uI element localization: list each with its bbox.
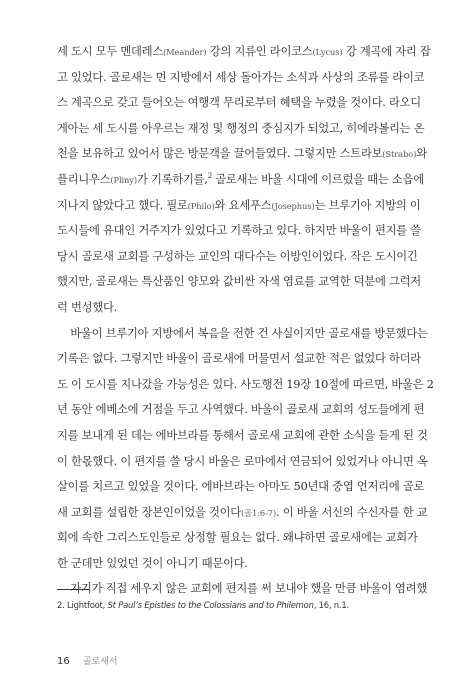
text-run: 스 계곡으로 갖고 들어오는 여행객 무리로부터 혜택을 누렸을 것이다. 라오디 xyxy=(57,96,421,110)
text-line xyxy=(57,449,428,475)
text-run: 회에 속한 그리스도인들로 상정할 필요는 없다. 왜냐하면 골로새에는 교회가 xyxy=(57,531,418,545)
text-line xyxy=(57,551,414,577)
text-line xyxy=(57,244,418,270)
parenthetical-original-term: (골1:6-7) xyxy=(240,507,277,518)
text-line xyxy=(57,321,428,347)
text-run: 바울이 브루기아 지방에서 복음을 전한 건 사실이지만 골로새를 방문했다는 xyxy=(57,326,428,340)
text-line xyxy=(57,500,428,526)
text-run: 럭 번성했다. xyxy=(57,300,117,314)
text-run: 지를 보내게 된 데는 에바브라를 통해서 골로새 교회에 관한 소식을 듣게 된 것 xyxy=(57,428,428,442)
parenthetical-original-term: (Meander) xyxy=(163,47,207,57)
text-run: 도시들에 유대인 거주지가 있었다고 기록하고 있다. 하지만 바울이 편지를 쓸 xyxy=(57,224,421,238)
text-run: 강 계곡에 자리 잡 xyxy=(342,45,431,58)
text-run: 자기가 직접 세우지 않은 교회에 편지를 써 보내야 했을 만큼 바울이 염려했 xyxy=(57,582,428,596)
text-run: 천을 보유하고 있어서 많은 방문객을 끌어들였다. 그렇지만 스트라보 xyxy=(57,147,383,161)
parenthetical-original-term: (Lycus) xyxy=(312,47,343,57)
text-run: 했지만, 골로새는 특산품인 양모와 값비싼 자색 염료를 교역한 덕분에 그럭저 xyxy=(57,275,421,289)
text-line xyxy=(57,346,421,372)
text-run: 도 이 도시를 지나갔을 가능성은 있다. 사도행전 19장 10절에 따르면, 바울은 2 xyxy=(57,377,434,391)
text-run: 는 브루기아 지방의 이 xyxy=(314,198,421,212)
footnote-prefix: 2. Lightfoot, xyxy=(57,600,108,610)
running-title: 골로새서 xyxy=(82,657,118,667)
text-run: 이 한몫했다. 이 편지를 쓸 당시 바울은 로마에서 연금되어 있었거나 아니면 옥 xyxy=(57,454,428,468)
text-run: 한 군데만 있었던 것이 아니기 때문이다. xyxy=(57,556,248,570)
text-run: 기록은 없다. 그렇지만 바울이 골로새에 머물면서 설교한 적은 없었다 하더라 xyxy=(57,352,421,366)
text-line xyxy=(57,269,421,295)
text-line xyxy=(57,423,428,449)
text-run: 새 교회를 설립한 장본인이었을 것이다 xyxy=(57,505,241,519)
text-run: 게아는 세 도시를 아우르는 재정 및 행정의 중심지가 되었고, 히에라볼리는 온 xyxy=(57,121,425,135)
page-number: 16 xyxy=(57,656,70,667)
text-run: 세 도시 모두 멘데레스 xyxy=(57,45,163,58)
text-line xyxy=(57,39,431,65)
text-line xyxy=(57,141,427,167)
text-run: 살이를 치르고 있었을 것이다. 에바브라는 아마도 50년대 중엽 언저리에 골로 xyxy=(57,480,425,494)
text-run: 년 동안 에베소에 거점을 두고 사역했다. 바울이 골로새 교회의 성도들에게 편 xyxy=(57,403,425,417)
text-run: 고 있었다. 골로새는 먼 지방에서 세상 돌아가는 소식과 사상의 조류를 라이코 xyxy=(57,70,425,84)
parenthetical-original-term: (Josephus) xyxy=(271,200,315,211)
text-line xyxy=(57,372,434,398)
footnote-suffix: , 16, n.1. xyxy=(313,600,349,610)
text-run: 와 요세푸스 xyxy=(214,198,272,212)
text-line xyxy=(57,576,428,602)
text-run: 지나지 않았다고 했다. 필로 xyxy=(57,198,188,212)
footnote-marker: 2 xyxy=(207,172,212,181)
parenthetical-original-term: (Pliny) xyxy=(110,174,138,185)
text-run: 당시 골로새 교회를 구성하는 교인의 대다수는 이방인이었다. 작은 도시이긴 xyxy=(57,249,418,263)
parenthetical-original-term: (Philo) xyxy=(187,200,215,211)
text-line xyxy=(57,525,418,551)
text-line xyxy=(57,474,425,500)
body-text xyxy=(57,39,434,602)
parenthetical-original-term: (Strabo) xyxy=(382,149,417,160)
text-line xyxy=(57,397,425,423)
text-run: 플리니우스 xyxy=(57,172,111,186)
text-line xyxy=(57,65,425,91)
text-run: . 이 바울 서신의 수신자를 한 교 xyxy=(276,505,428,519)
text-run: 골로새는 바울 시대에 이르렀을 때는 소읍에 xyxy=(211,172,424,186)
footnote xyxy=(57,600,349,610)
footnote-title: St Paul’s Epistles to the Colossians and to Philemon xyxy=(107,600,314,610)
text-line xyxy=(57,90,421,116)
text-line xyxy=(57,193,421,219)
page-footer xyxy=(57,649,118,668)
text-line xyxy=(57,295,414,321)
footnote-rule xyxy=(57,589,89,590)
text-run: 가 기록하기를, xyxy=(137,172,208,186)
text-line xyxy=(57,218,421,244)
text-line xyxy=(57,116,425,142)
text-run: 강의 지류인 라이코스 xyxy=(206,45,313,58)
text-line xyxy=(57,167,424,193)
text-run: 와 xyxy=(416,147,427,161)
